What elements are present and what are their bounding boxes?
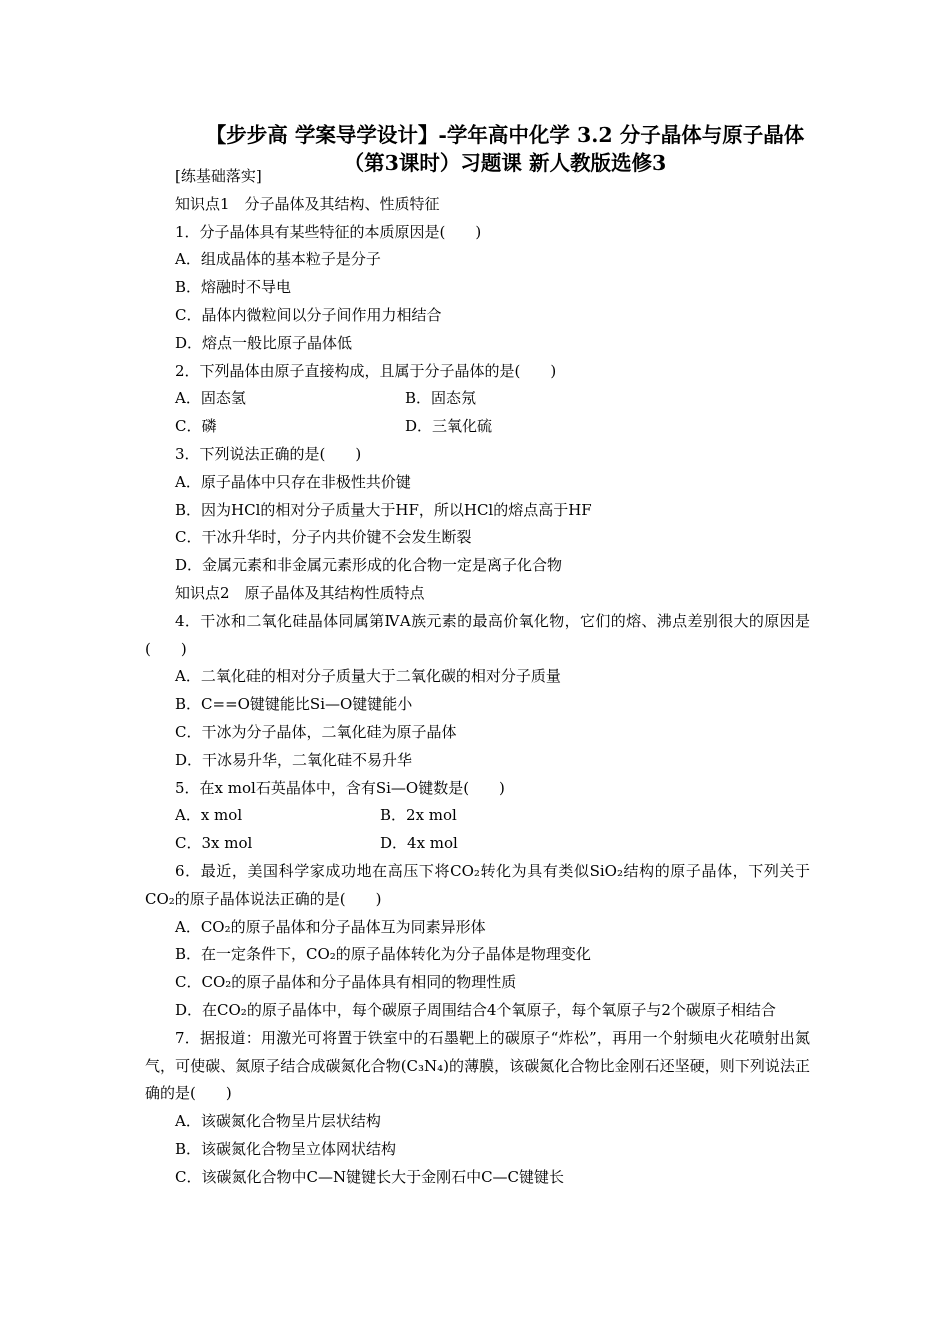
q1-option-d: D．熔点一般比原子晶体低 — [175, 333, 353, 352]
q3-option-a: A．原子晶体中只存在非极性共价键 — [175, 472, 411, 491]
q5-options-row-2 — [145, 830, 810, 858]
q7-option-b: B．该碳氮化合物呈立体网状结构 — [175, 1139, 397, 1158]
q1-option-c: C．晶体内微粒间以分子间作用力相结合 — [175, 305, 442, 324]
q2-stem: 2．下列晶体由原子直接构成，且属于分子晶体的是( ) — [175, 361, 557, 380]
q4-option-d: D．干冰易升华，二氧化硅不易升华 — [175, 750, 413, 769]
q6-option-d: D．在CO₂的原子晶体中，每个碳原子周围结合4个氧原子，每个氧原子与2个碳原子相结合 — [175, 1000, 776, 1019]
q1-option-b: B．熔融时不导电 — [175, 278, 292, 297]
q4-option-b: B．C==O键键能比Si—O键键能小 — [175, 695, 413, 714]
q3-option-c: C．干冰升华时，分子内共价键不会发生断裂 — [175, 528, 472, 547]
q3-stem: 3．下列说法正确的是( ) — [175, 444, 362, 463]
q2-options-row-2 — [145, 413, 810, 441]
q4-stem: 4．干冰和二氧化硅晶体同属第ⅣA族元素的最高价氧化物，它们的熔、沸点差别很大的原因是( ) — [145, 611, 810, 658]
q5-option-b: B．2x mol — [380, 806, 457, 825]
q1-option-a: A．组成晶体的基本粒子是分子 — [175, 250, 381, 269]
section-label: [练基础落实] — [175, 167, 262, 185]
document-body — [145, 163, 810, 1191]
q6-option-c: C．CO₂的原子晶体和分子晶体具有相同的物理性质 — [175, 973, 517, 992]
q6-option-b: B．在一定条件下，CO₂的原子晶体转化为分子晶体是物理变化 — [175, 945, 591, 964]
knowledge-point-1: 知识点1 分子晶体及其结构、性质特征 — [175, 194, 440, 213]
q5-option-c: C．3x mol — [175, 834, 253, 853]
title-line-1: 【步步高 学案导学设计】-学年高中化学 3.2 分子晶体与原子晶体 — [205, 123, 805, 147]
q3-option-b: B．因为HCl的相对分子质量大于HF，所以HCl的熔点高于HF — [175, 500, 592, 519]
q7-option-a: A．该碳氮化合物呈片层状结构 — [175, 1112, 381, 1131]
q6-stem: 6．最近，美国科学家成功地在高压下将CO₂转化为具有类似SiO₂结构的原子晶体，下列关于CO₂的原子晶体说法正确的是( ) — [145, 861, 810, 908]
q2-options-row-1 — [145, 385, 810, 413]
q2-option-d: D．三氧化硫 — [405, 417, 493, 436]
q5-option-a: A．x mol — [175, 806, 243, 825]
q1-stem: 1．分子晶体具有某些特征的本质原因是( ) — [175, 222, 482, 241]
q6-option-a: A．CO₂的原子晶体和分子晶体互为同素异形体 — [175, 917, 486, 936]
q4-option-a: A．二氧化硅的相对分子质量大于二氧化碳的相对分子质量 — [175, 667, 561, 686]
q2-option-a: A．固态氢 — [175, 389, 246, 408]
q7-option-c: C．该碳氮化合物中C—N键键长大于金刚石中C—C键键长 — [175, 1167, 565, 1186]
q2-option-b: B．固态氖 — [405, 389, 477, 408]
q5-stem: 5．在x mol石英晶体中，含有Si—O键数是( ) — [175, 778, 505, 797]
title-line-2: （第3课时）习题课 新人教版选修3 — [343, 151, 667, 175]
q7-stem: 7．据报道：用激光可将置于铁室中的石墨靶上的碳原子“炸松”，再用一个射频电火花喷射出氮气，可使碳、氮原子结合成碳氮化合物(C₃N₄)的薄膜，该碳氮化合物比金刚石还坚硬，则下列说法正确的是( ) — [145, 1028, 810, 1103]
q2-option-c: C．磷 — [175, 417, 217, 436]
q5-option-d: D．4x mol — [380, 834, 458, 853]
knowledge-point-2: 知识点2 原子晶体及其结构性质特点 — [175, 583, 425, 602]
q3-option-d: D．金属元素和非金属元素形成的化合物一定是离子化合物 — [175, 556, 563, 575]
q5-options-row-1 — [145, 802, 810, 830]
q4-option-c: C．干冰为分子晶体，二氧化硅为原子晶体 — [175, 722, 457, 741]
